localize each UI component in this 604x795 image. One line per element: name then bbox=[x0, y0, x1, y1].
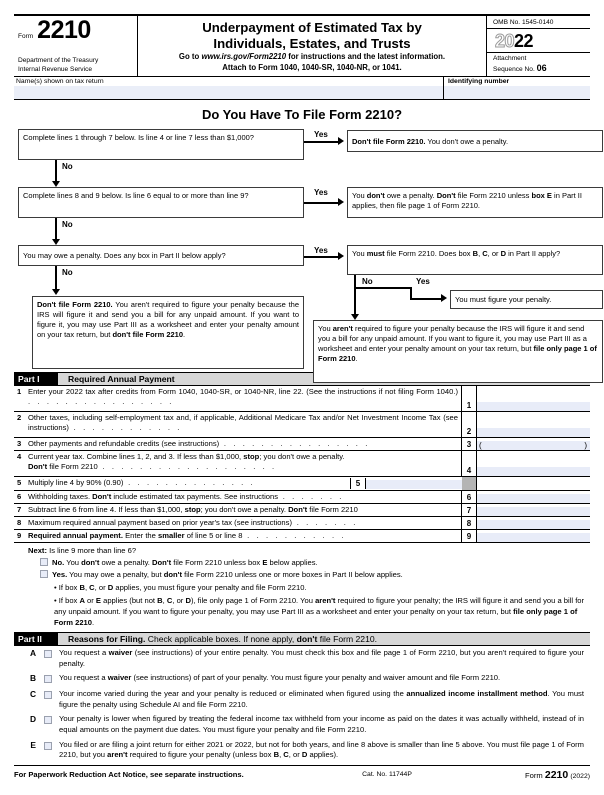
next-yes-row[interactable] bbox=[28, 569, 586, 580]
omb-number: OMB No. 1545-0140 bbox=[487, 16, 590, 29]
line-6-description bbox=[14, 491, 462, 503]
paperwork-notice: For Paperwork Reduction Act Notice, see separate instructions. bbox=[14, 770, 244, 780]
line-1-number-label: 1 bbox=[17, 387, 22, 396]
part-2-item-b-checkbox[interactable] bbox=[44, 675, 52, 683]
catalog-number: Cat. No. 11744P bbox=[362, 771, 412, 779]
footer-form-year: (2022) bbox=[570, 772, 590, 780]
flowchart bbox=[14, 129, 597, 372]
line-6-number-cell: 6 bbox=[462, 491, 477, 503]
line-5-right-blank bbox=[477, 477, 590, 490]
flow-label-no-3: No bbox=[62, 268, 73, 277]
flow-label-yes-2: Yes bbox=[314, 188, 328, 197]
form-line-5 bbox=[14, 477, 590, 491]
taxpayer-identity-row bbox=[14, 77, 590, 100]
part-2-tag: Part II bbox=[14, 633, 58, 645]
flow-label-no-1: No bbox=[62, 162, 73, 171]
line-3-number-label: 3 bbox=[17, 439, 22, 448]
flow-box-final-right-text: You aren't required to figure your penalty because the IRS will figure it and send you a bill for any unpaid amount. If you want to figure it, you may use Part III as a worksheet and enter your penalty amount on your tax return, but file only page 1 of Form 2210. bbox=[318, 324, 597, 363]
flow-box-answer-4-text: You must figure your penalty. bbox=[455, 295, 552, 305]
part-2-item-c-checkbox[interactable] bbox=[44, 691, 52, 699]
line-2-number-cell: 2 bbox=[462, 412, 477, 437]
tax-year bbox=[487, 29, 590, 53]
title-line-2: Individuals, Estates, and Trusts bbox=[213, 36, 411, 52]
flow-box-question-2 bbox=[18, 187, 304, 218]
form-footer bbox=[14, 765, 590, 781]
flow-arrow-right-2 bbox=[338, 198, 344, 206]
line-6-value-input[interactable] bbox=[477, 491, 590, 503]
flow-box-answer-2 bbox=[347, 187, 603, 218]
page-title bbox=[144, 20, 480, 52]
line-2-text: Other taxes, including self-employment tax and, if applicable, Additional Medicare Tax and/or Net Investment Income Tax (see instructions) . . . . . . . . . . . . bbox=[28, 413, 458, 433]
line-3-number-cell: 3 bbox=[462, 438, 477, 450]
sequence-label: Sequence No. bbox=[493, 66, 535, 74]
footer-form-id bbox=[460, 769, 590, 781]
line-9-number-label: 9 bbox=[17, 531, 22, 540]
line-8-number-cell: 8 bbox=[462, 517, 477, 529]
line-9-number-cell: 9 bbox=[462, 530, 477, 542]
form-line-4 bbox=[14, 451, 590, 477]
part-2-title bbox=[58, 634, 377, 644]
line-8-text: Maximum required annual payment based on prior year's tax (see instructions) . . . . . . . bbox=[28, 518, 358, 527]
part-2-item-a-checkbox[interactable] bbox=[44, 650, 52, 658]
line-5-text: Multiply line 4 by 90% (0.90) . . . . . . . . . . . . . . bbox=[28, 478, 256, 487]
flow-label-yes-4: Yes bbox=[416, 277, 430, 286]
attach-line: Attach to Form 1040, 1040-SR, 1040-NR, or 1041. bbox=[222, 62, 402, 72]
flowchart-title: Do You Have To File Form 2210? bbox=[201, 107, 403, 122]
department-label: Department of the Treasury Internal Revenue Service bbox=[18, 57, 99, 73]
flow-connector-2-h bbox=[304, 202, 339, 204]
next-yes-checkbox[interactable] bbox=[40, 570, 48, 578]
line-3-text: Other payments and refundable credits (see instructions) . . . . . . . . . . . . . . . . bbox=[28, 439, 370, 448]
line-1-value-input[interactable] bbox=[477, 386, 590, 411]
name-field-label: Name(s) shown on tax return bbox=[16, 78, 104, 85]
flow-box-answer-2-text: You don't owe a penalty. Don't file Form 2210 unless box E in Part II applies, then file page 1 of Form 2210. bbox=[352, 191, 582, 210]
flow-box-question-2-text: Complete lines 8 and 9 below. Is line 6 equal to or more than line 9? bbox=[23, 191, 249, 200]
flow-box-question-1 bbox=[18, 129, 304, 160]
next-question: Is line 9 more than line 6? bbox=[49, 546, 137, 555]
flow-connector-4-yes-h bbox=[410, 298, 442, 300]
part-2-item-c[interactable] bbox=[14, 687, 590, 712]
form-line-1 bbox=[14, 386, 590, 412]
line-5-inline-number: 5 bbox=[350, 478, 366, 489]
line-4-description bbox=[14, 451, 462, 476]
form-line-3 bbox=[14, 438, 590, 451]
form-line-9 bbox=[14, 530, 590, 543]
part-2-item-b[interactable] bbox=[14, 671, 590, 687]
line-4-value-input[interactable] bbox=[477, 451, 590, 476]
identifying-number-label: Identifying number bbox=[448, 78, 510, 85]
next-bullet-2: • If box A or E applies (but not B, C, or D), file only page 1 of Form 2210. You aren't required to figure your penalty; the IRS will figure it and send you a bill for any unpaid amount. If you want to figure your penalty, you may use Part III as a worksheet and enter your penalty on your tax return, but file only page 1 of Form 2210. bbox=[54, 596, 585, 627]
footer-form-label: Form bbox=[525, 770, 543, 780]
flow-label-yes-1: Yes bbox=[314, 130, 328, 139]
part-2-item-e-letter: E bbox=[30, 739, 36, 750]
line-1-description bbox=[14, 386, 462, 411]
line-6-number-label: 6 bbox=[17, 492, 22, 501]
line-3-description bbox=[14, 438, 462, 450]
flow-arrow-right-1 bbox=[338, 137, 344, 145]
tax-year-suffix: 22 bbox=[514, 30, 534, 51]
part-2-item-a-letter: A bbox=[29, 648, 36, 658]
line-9-value-input[interactable] bbox=[477, 530, 590, 542]
line-5-number-label: 5 bbox=[17, 478, 22, 487]
flow-box-final-right bbox=[313, 320, 603, 383]
flow-connector-4-h bbox=[354, 287, 411, 289]
flow-box-final-left bbox=[32, 296, 304, 369]
line-7-number-cell: 7 bbox=[462, 504, 477, 516]
flow-box-answer-1-text: Don't file Form 2210. You don't owe a penalty. bbox=[352, 136, 509, 146]
line-1-number-cell: 1 bbox=[462, 386, 477, 411]
part-1-tag: Part I bbox=[14, 373, 58, 385]
next-no-row[interactable] bbox=[28, 557, 586, 568]
form-label: Form bbox=[18, 32, 34, 40]
title-line-1: Underpayment of Estimated Tax by bbox=[202, 20, 422, 35]
part-2-item-d-checkbox[interactable] bbox=[44, 716, 52, 724]
flow-arrow-down-3 bbox=[52, 289, 60, 295]
flow-label-yes-3: Yes bbox=[314, 246, 328, 255]
identifying-number-field-wrapper[interactable] bbox=[444, 77, 590, 99]
form-header bbox=[14, 14, 590, 77]
flow-box-answer-1 bbox=[347, 130, 603, 152]
flow-box-question-1-text: Complete lines 1 through 7 below. Is line 4 or line 7 less than $1,000? bbox=[23, 133, 254, 142]
flow-arrow-right-3 bbox=[338, 252, 344, 260]
line-8-description bbox=[14, 517, 462, 529]
line-8-value-input[interactable] bbox=[477, 517, 590, 529]
attachment-label: Attachment bbox=[493, 54, 527, 62]
next-no-text: No. You don't owe a penalty. Don't file Form 2210 unless box E below applies. bbox=[52, 558, 318, 567]
line-4-number-cell: 4 bbox=[462, 451, 477, 476]
flow-box-question-3-text: You may owe a penalty. Does any box in Part II below apply? bbox=[23, 251, 226, 261]
line-5-value-input[interactable] bbox=[366, 478, 462, 489]
tax-year-prefix: 20 bbox=[495, 30, 515, 51]
flow-label-no-2: No bbox=[62, 220, 73, 229]
line-4-text: Current year tax. Combine lines 1, 2, and 3. If less than $1,000, stop; you don't owe a penalty. Don't file Form 2210 . . . . . . . . . . . . . . . . . . . bbox=[28, 452, 345, 472]
line-5-description bbox=[14, 477, 462, 490]
line-5-inline-entry bbox=[350, 478, 462, 489]
form-line-8 bbox=[14, 517, 590, 530]
line-1-text: Enter your 2022 tax after credits from Form 1040, 1040-SR, or 1040-NR, line 22. (See the instructions if not filing Form 1040.) . . . . . . . . . . . . . . . . bbox=[28, 387, 458, 407]
sequence-number: 06 bbox=[536, 63, 547, 74]
part-2-item-d-text: Your penalty is lower when figured by treating the federal income tax withheld from your income as paid on the dates it was actually withheld, instead of in equal amounts on the payment due dates. You must figure your penalty and file Form 2210. bbox=[59, 714, 584, 734]
part-1-title: Required Annual Payment bbox=[68, 374, 175, 384]
flow-box-final-left-text: Don't file Form 2210. You aren't required to figure your penalty because the IRS will figure it and send you a bill for any unpaid amount. If you want to figure it, you may use Part III as a worksheet and enter your penalty amount on your tax return, but don't file Form 2210. bbox=[37, 300, 300, 339]
flow-box-answer-4 bbox=[450, 290, 603, 309]
part-2-item-e-checkbox[interactable] bbox=[44, 742, 52, 750]
next-bullet-1: • If box B, C, or D applies, you must figure your penalty and file Form 2210. bbox=[54, 583, 307, 592]
flow-connector-1-h bbox=[304, 141, 339, 143]
header-omb-block bbox=[486, 16, 590, 76]
next-label: Next: bbox=[28, 546, 47, 555]
part-1-lines bbox=[14, 386, 590, 543]
header-title-block bbox=[138, 16, 486, 76]
next-no-checkbox[interactable] bbox=[40, 558, 48, 566]
form-number: 2210 bbox=[37, 16, 91, 44]
line-7-description bbox=[14, 504, 462, 516]
flow-box-question-4-text: You must file Form 2210. Does box B, C, or D in Part II apply? bbox=[352, 249, 561, 258]
line-4-number-label: 4 bbox=[17, 452, 22, 461]
name-field-wrapper[interactable] bbox=[14, 77, 444, 99]
goto-line: Go to www.irs.gov/Form2210 for instructions and the latest information. bbox=[178, 52, 446, 62]
part-2-item-a[interactable] bbox=[14, 646, 590, 671]
part-2-item-d[interactable] bbox=[14, 712, 590, 737]
line-7-value-input[interactable] bbox=[477, 504, 590, 516]
line-2-number-label: 2 bbox=[17, 413, 22, 422]
form-line-2 bbox=[14, 412, 590, 438]
part-2-header bbox=[14, 632, 590, 646]
line-8-number-label: 8 bbox=[17, 518, 22, 527]
line-2-description bbox=[14, 412, 462, 437]
part-2-item-c-text: Your income varied during the year and your penalty is reduced or eliminated when figured using the annualized income installment method. You must figure the penalty using Schedule AI and file Form 2210. bbox=[59, 689, 584, 709]
header-form-identity bbox=[14, 16, 138, 76]
next-yes-text: Yes. You may owe a penalty, but don't file Form 2210 unless one or more boxes in Part II below applies. bbox=[52, 570, 403, 579]
flow-label-no-4: No bbox=[362, 277, 373, 286]
flow-box-question-3 bbox=[18, 245, 304, 266]
line-7-text: Subtract line 6 from line 4. If less than $1,000, stop; you don't owe a penalty. Don't file Form 2210 bbox=[28, 505, 358, 514]
part-2-item-b-letter: B bbox=[29, 673, 36, 684]
part-2-item-b-text: You request a waiver (see instructions) of part of your penalty. You must figure your penalty and waiver amount and file Form 2210. bbox=[59, 673, 501, 683]
line-9-text: Required annual payment. Enter the smaller of line 5 or line 8 . . . . . . . . . . . bbox=[28, 531, 347, 540]
next-question-row bbox=[28, 545, 586, 556]
flow-connector-4-no-v bbox=[354, 287, 356, 317]
line-6-text: Withholding taxes. Don't include estimated tax payments. See instructions . . . . . . . bbox=[28, 492, 344, 501]
form-line-7 bbox=[14, 504, 590, 517]
part-2-title-bold: Reasons for Filing. bbox=[68, 634, 146, 644]
part-2-item-e[interactable] bbox=[14, 738, 590, 763]
attachment-sequence bbox=[487, 53, 590, 76]
next-instructions-block bbox=[14, 543, 590, 630]
line-2-value-input[interactable] bbox=[477, 412, 590, 437]
line-7-number-label: 7 bbox=[17, 505, 22, 514]
flow-connector-3-h bbox=[304, 256, 339, 258]
form-line-6 bbox=[14, 491, 590, 504]
line-9-description bbox=[14, 530, 462, 542]
line-3-value-input[interactable] bbox=[477, 438, 590, 450]
line-5-shaded-cell bbox=[462, 477, 477, 490]
flow-arrow-right-4 bbox=[441, 294, 447, 302]
part-2-item-d-letter: D bbox=[29, 714, 36, 725]
part-2-title-rest: Check applicable boxes. If none apply, don't file Form 2210. bbox=[147, 634, 378, 644]
header-instruction-lines bbox=[144, 52, 480, 73]
footer-form-number: 2210 bbox=[544, 768, 569, 781]
flow-box-question-4 bbox=[347, 245, 603, 275]
part-2-item-e-text: You filed or are filing a joint return for either 2021 or 2022, but not for both years, and line 8 above is smaller than line 5 above. You must file page 1 of Form 2210, but you aren't required to figure your penalty (unless box B, C, or D applies). bbox=[59, 739, 584, 760]
part-2-item-a-text: You request a waiver (see instructions) of your entire penalty. You must check this box and file page 1 of Form 2210, but you aren't required to figure your penalty. bbox=[59, 648, 584, 668]
part-2-item-c-letter: C bbox=[29, 689, 36, 700]
part-2-items bbox=[14, 646, 590, 763]
